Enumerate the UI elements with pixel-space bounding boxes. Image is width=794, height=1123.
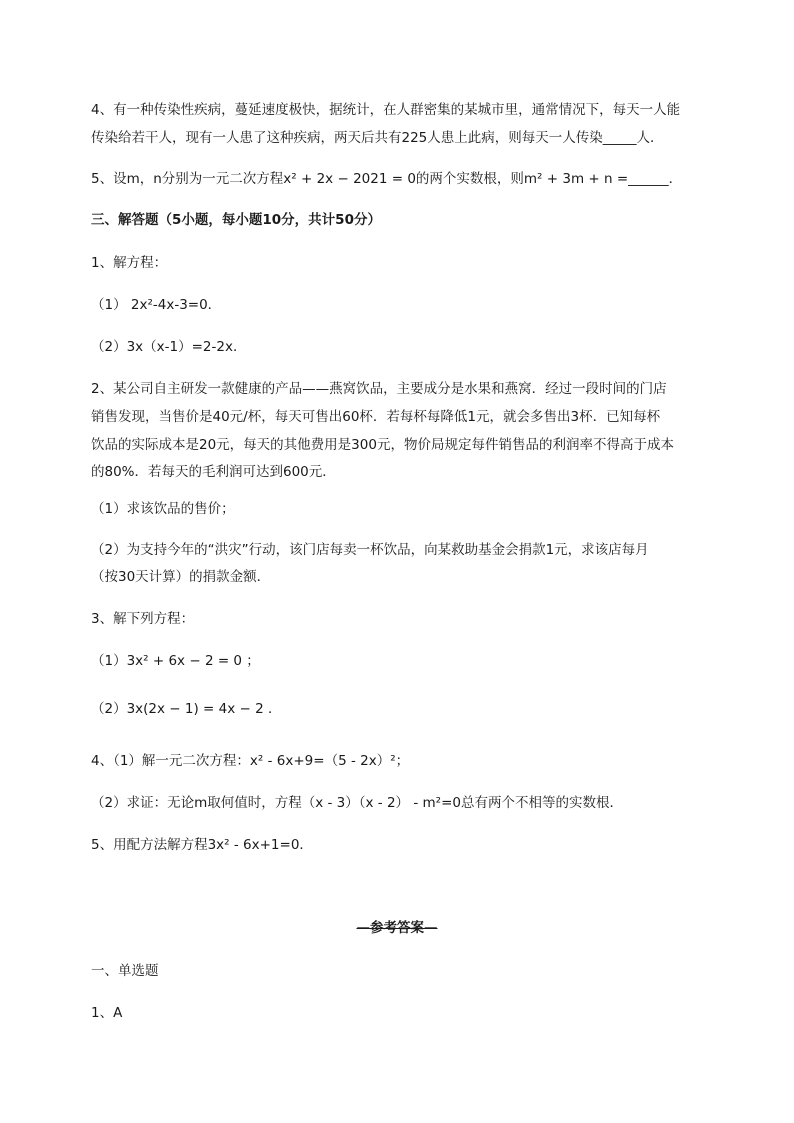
text-line: （2）3x（x-1）=2-2x． bbox=[91, 339, 247, 355]
text-line: （2）为支持今年的“洪灾”行动，该门店每卖一杯饮品，向某救助基金会捐款1元，求该店每月 bbox=[91, 542, 649, 558]
answer-title: —参考答案— bbox=[356, 920, 438, 936]
text-line: 1、解方程： bbox=[91, 255, 168, 271]
text-line: （1） 2x²-4x-3=0． bbox=[91, 297, 222, 313]
text-line: 4、有一种传染性疾病，蔓延速度极快，据统计，在人群密集的某城市里，通常情况下，每天一人能 bbox=[91, 102, 681, 118]
text-line: 传染给若干人，现有一人患了这种疾病，两天后共有225人患上此病，则每天一人传染_____人． bbox=[91, 130, 664, 146]
text-line: 2、某公司自主研发一款健康的产品——燕窝饮品，主要成分是水果和燕窝．经过一段时间的门店 bbox=[91, 381, 667, 397]
text-line: 5、设m，n分别为一元二次方程x² + 2x − 2021 = 0的两个实数根，则m² + 3m + n =______． bbox=[91, 171, 683, 187]
text-line: （1）求该饮品的售价； bbox=[91, 501, 235, 517]
text-line: 4、（1）解一元二次方程：x² - 6x+9=（5 - 2x）²； bbox=[91, 753, 410, 769]
text-line: （2）3x(2x − 1) = 4x − 2 ． bbox=[91, 701, 282, 717]
text-line: 饮品的实际成本是20元，每天的其他费用是300元，物价局规定每件销售品的利润率不得高于成本 bbox=[91, 437, 674, 453]
text-line: （1）3x² + 6x − 2 = 0 ； bbox=[91, 653, 260, 669]
text-line: 三、解答题（5小题，每小题10分，共计50分） bbox=[91, 212, 381, 228]
text-line: 3、解下列方程： bbox=[91, 611, 195, 627]
text-line: （按30天计算）的捐款金额． bbox=[91, 569, 271, 585]
text-line: 的80%．若每天的毛利润可达到600元． bbox=[91, 464, 336, 480]
text-line: （2）求证：无论m取何值时，方程（x - 3）（x - 2） - m²=0总有两个不相等的实数根． bbox=[91, 795, 623, 811]
answer-line: 一、单选题 bbox=[91, 963, 159, 979]
answer-line: 1、A bbox=[91, 1005, 123, 1021]
text-line: 5、用配方法解方程3x² - 6x+1=0． bbox=[91, 837, 313, 853]
text-line: 销售发现，当售价是40元/杯，每天可售出60杯．若每杯每降低1元，就会多售出3杯．已知每杯 bbox=[91, 409, 661, 425]
